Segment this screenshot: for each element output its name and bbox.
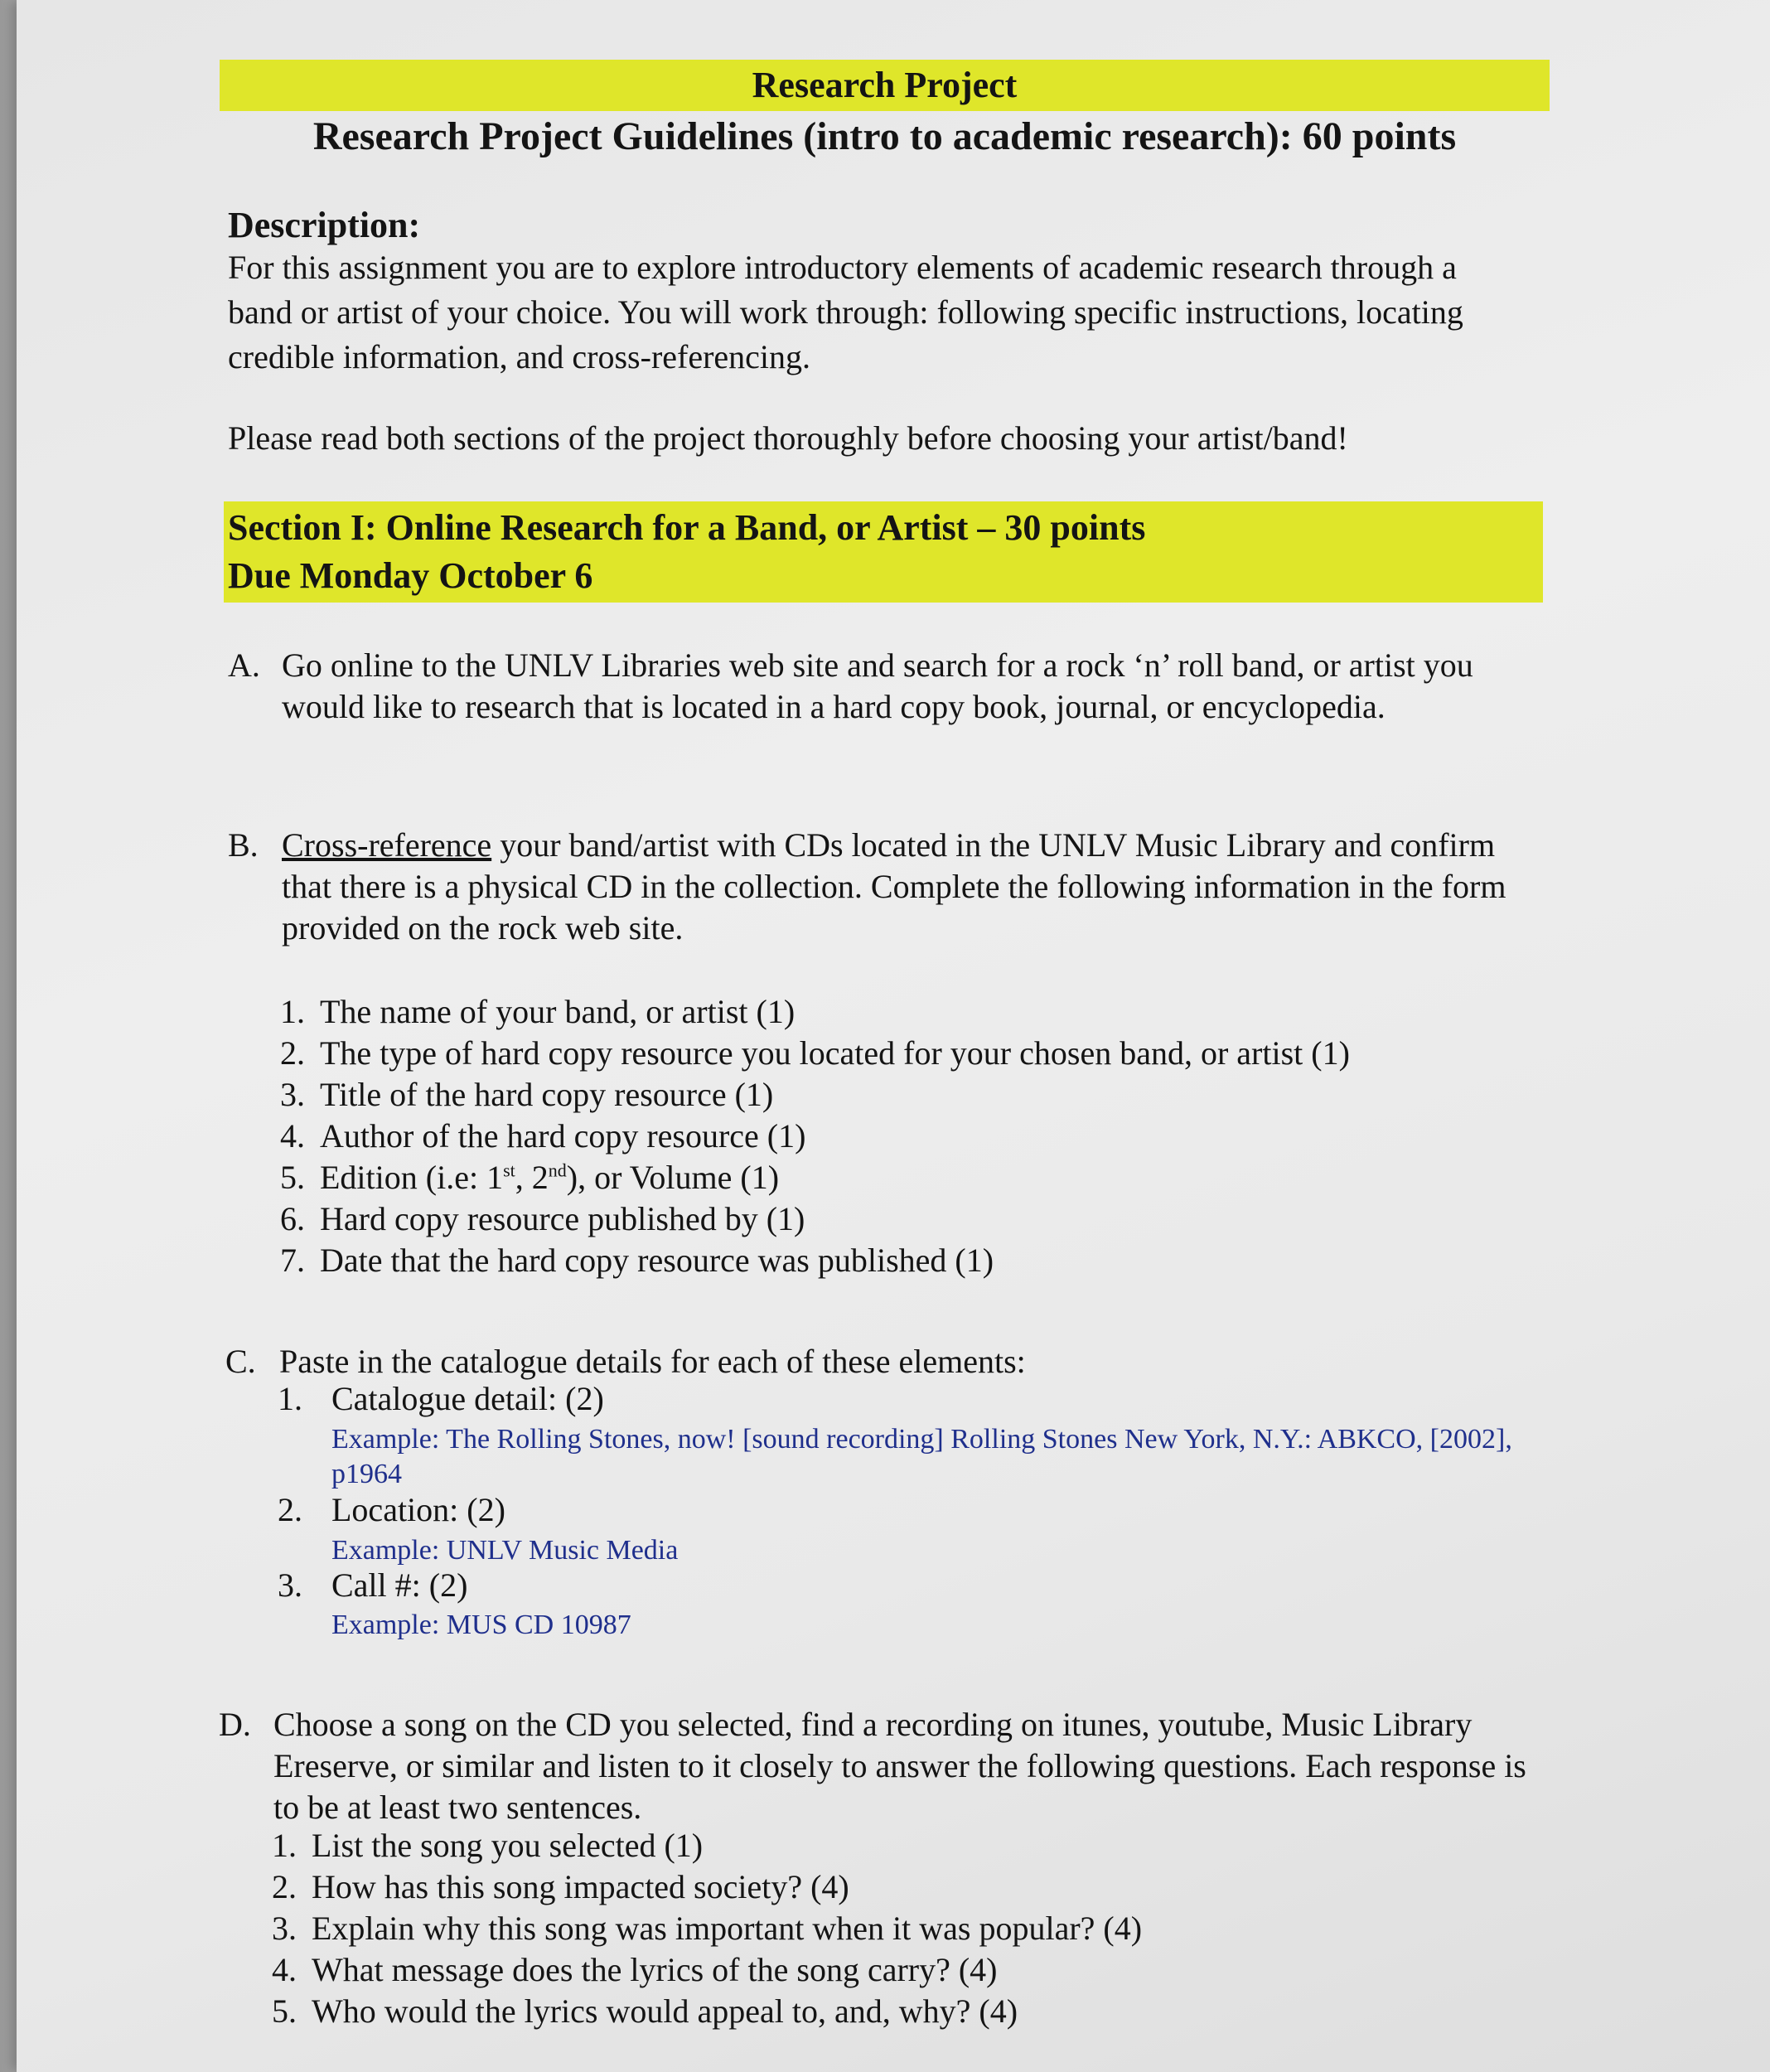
item-a-letter: A. xyxy=(228,646,260,684)
description-note: Please read both sections of the project thoroughly before choosing your artist/band! xyxy=(228,419,1348,457)
list-item-text: What message does the lyrics of the song carry? (4) xyxy=(312,1951,998,1988)
item-c-letter: C. xyxy=(225,1343,256,1380)
list-number: 6. xyxy=(280,1200,305,1237)
list-number: 1. xyxy=(278,1380,302,1417)
list-number: 4. xyxy=(272,1951,297,1988)
list-item-text: Who would the lyrics would appeal to, and, why? (4) xyxy=(312,1992,1018,2030)
list-number: 3. xyxy=(278,1566,302,1604)
list-item xyxy=(280,991,1350,1033)
item-a-text: Go online to the UNLV Libraries web site and search for a rock ‘n’ roll band, or artist you would like to research that is located in a hard copy book, journal, or encyclopedia. xyxy=(282,646,1473,725)
list-item xyxy=(280,1240,1350,1281)
location-label: Location: (2) xyxy=(331,1491,505,1528)
item-b-letter: B. xyxy=(228,826,259,864)
description-heading: Description: xyxy=(228,205,421,245)
list-item-text: The name of your band, or artist (1) xyxy=(320,993,796,1030)
list-item-text: Explain why this song was important when it was popular? (4) xyxy=(312,1910,1143,1947)
item-d-text: Choose a song on the CD you selected, find a recording on itunes, youtube, Music Library Ereserve, or similar and listen to it closely to answer the following questions. Each response is to be at least two sentences. xyxy=(273,1706,1526,1826)
list-number: 5. xyxy=(272,1992,297,2030)
catalogue-detail-label: Catalogue detail: (2) xyxy=(331,1380,604,1417)
list-item-text: Edition (i.e: 1 xyxy=(320,1159,504,1196)
list-item xyxy=(280,1157,1350,1198)
list-number: 4. xyxy=(280,1117,305,1155)
location-example: Example: UNLV Music Media xyxy=(331,1535,679,1566)
list-number: 1. xyxy=(280,993,305,1030)
description-body: For this assignment you are to explore introductory elements of academic research through a band or artist of your choice. You will work through: following specific instructions, locating credible information, and cross-referencing. xyxy=(228,249,1463,375)
list-number: 2. xyxy=(278,1491,302,1528)
catalogue-detail-example xyxy=(331,1422,1541,1492)
list-number: 3. xyxy=(280,1076,305,1113)
ordinal-suffix: nd xyxy=(548,1159,567,1181)
list-item xyxy=(272,1825,1142,1866)
item-b-body: your band/artist with CDs located in the UNLV Music Library and confirm that there is a physical CD in the collection. Complete the following information in the form provided on the rock web site. xyxy=(282,826,1506,946)
item-b-text xyxy=(282,825,1550,949)
list-number: 2. xyxy=(272,1868,297,1905)
section-title: Section I: Online Research for a Band, or Artist – 30 points xyxy=(228,507,1146,548)
item-c-text: Paste in the catalogue details for each of these elements: xyxy=(279,1343,1026,1380)
call-number-label: Call #: (2) xyxy=(331,1566,468,1604)
list-item-text: Author of the hard copy resource (1) xyxy=(320,1117,806,1155)
list-number: 7. xyxy=(280,1242,305,1279)
list-number: 5. xyxy=(280,1159,305,1196)
list-item xyxy=(272,1908,1142,1949)
list-item xyxy=(272,1991,1142,2032)
list-item-text: How has this song impacted society? (4) xyxy=(312,1868,849,1905)
list-item-text: Hard copy resource published by (1) xyxy=(320,1200,805,1237)
list-item xyxy=(280,1033,1350,1074)
list-number: 2. xyxy=(280,1034,305,1072)
document-title: Research Project xyxy=(752,65,1018,105)
list-number: 1. xyxy=(272,1827,297,1864)
list-item-text: List the song you selected (1) xyxy=(312,1827,704,1864)
list-item xyxy=(272,1949,1142,1991)
list-item-text: , 2 xyxy=(515,1159,549,1196)
list-item-text: ), or Volume (1) xyxy=(566,1159,780,1196)
list-number: 3. xyxy=(272,1910,297,1947)
item-d-letter: D. xyxy=(219,1706,251,1743)
list-item xyxy=(280,1116,1350,1157)
item-b-list xyxy=(280,991,1350,1281)
list-item xyxy=(280,1074,1350,1116)
list-item xyxy=(272,1866,1142,1908)
ordinal-suffix: st xyxy=(503,1159,515,1181)
document-subtitle: Research Project Guidelines (intro to academic research): 60 points xyxy=(312,114,1457,158)
list-item-text: The type of hard copy resource you located for your chosen band, or artist (1) xyxy=(320,1034,1350,1072)
list-item xyxy=(280,1198,1350,1240)
cross-reference-term: Cross-reference xyxy=(282,826,492,864)
section-due-date: Due Monday October 6 xyxy=(228,555,593,596)
example-text: Example: The Rolling Stones, now! [sound recording] Rolling Stones New York, N.Y.: ABKCO, [2002], p1964 xyxy=(331,1424,1512,1489)
call-number-example: Example: MUS CD 10987 xyxy=(331,1610,631,1640)
list-item-text: Title of the hard copy resource (1) xyxy=(320,1076,774,1113)
item-d-list xyxy=(272,1825,1142,2032)
list-item-text: Date that the hard copy resource was published (1) xyxy=(320,1242,994,1279)
